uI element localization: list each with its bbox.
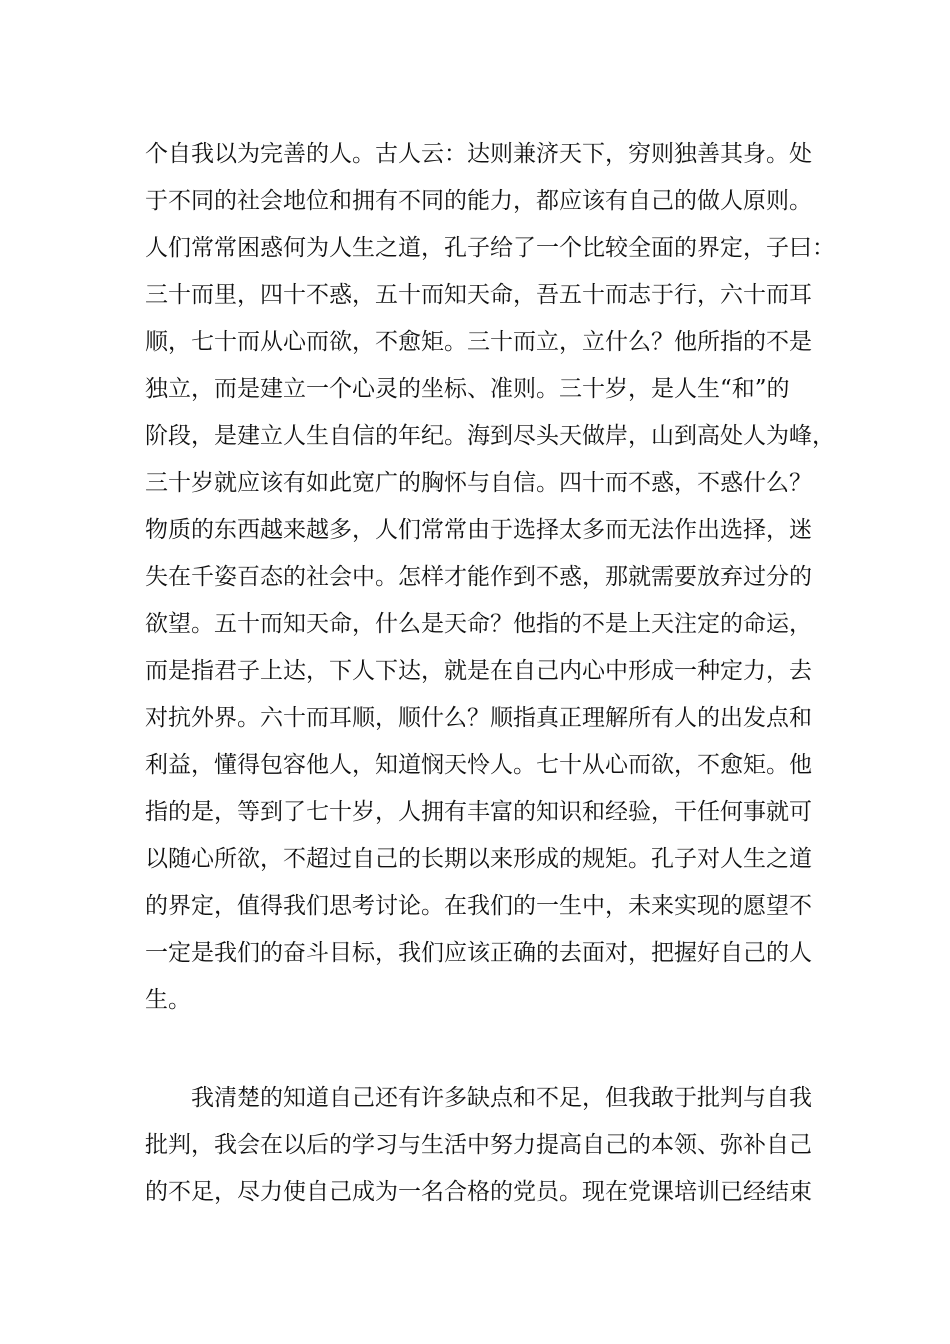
text-line: 三十岁就应该有如此宽广的胸怀与自信。四十而不惑，不惑什么？ (145, 470, 812, 496)
text-line: 的不足，尽力使自己成为一名合格的党员。现在党课培训已经结束 (145, 1179, 812, 1205)
text-line: 我清楚的知道自己还有许多缺点和不足，但我敢于批判与自我 (191, 1085, 812, 1111)
text-line: 而是指君子上达，下人下达，就是在自己内心中形成一种定力，去 (145, 658, 812, 684)
text-line: 阶段，是建立人生自信的年纪。海到尽头天做岸，山到高处人为峰， (145, 423, 835, 449)
text-line: 独立，而是建立一个心灵的坐标、准则。三十岁，是人生“和”的 (145, 376, 790, 402)
text-line: 指的是，等到了七十岁，人拥有丰富的知识和经验，干任何事就可 (145, 799, 812, 825)
text-line: 欲望。五十而知天命，什么是天命？他指的不是上天注定的命运， (145, 611, 812, 637)
text-line: 利益，懂得包容他人，知道悯天怜人。七十从心而欲，不愈矩。他 (145, 752, 812, 778)
text-line: 批判，我会在以后的学习与生活中努力提高自己的本领、弥补自己 (145, 1132, 812, 1158)
text-line: 人们常常困惑何为人生之道，孔子给了一个比较全面的界定，子曰： (145, 235, 835, 261)
text-line: 对抗外界。六十而耳顺，顺什么？顺指真正理解所有人的出发点和 (145, 705, 812, 731)
text-line: 失在千姿百态的社会中。怎样才能作到不惑，那就需要放弃过分的 (145, 564, 812, 590)
text-line: 于不同的社会地位和拥有不同的能力，都应该有自己的做人原则。 (145, 188, 812, 214)
paragraph-2 (145, 1075, 825, 1216)
text-line: 顺，七十而从心而欲，不愈矩。三十而立，立什么？他所指的不是 (145, 329, 812, 355)
paragraph-1 (145, 131, 835, 1024)
text-line: 生。 (145, 987, 191, 1013)
text-line: 以随心所欲，不超过自己的长期以来形成的规矩。孔子对人生之道 (145, 846, 812, 872)
text-line: 的界定，值得我们思考讨论。在我们的一生中，未来实现的愿望不 (145, 893, 812, 919)
text-line: 一定是我们的奋斗目标，我们应该正确的去面对，把握好自己的人 (145, 940, 812, 966)
text-line: 三十而里，四十不惑，五十而知天命，吾五十而志于行，六十而耳 (145, 282, 812, 308)
text-line: 物质的东西越来越多，人们常常由于选择太多而无法作出选择，迷 (145, 517, 812, 543)
text-line: 个自我以为完善的人。古人云：达则兼济天下，穷则独善其身。处 (145, 141, 812, 167)
